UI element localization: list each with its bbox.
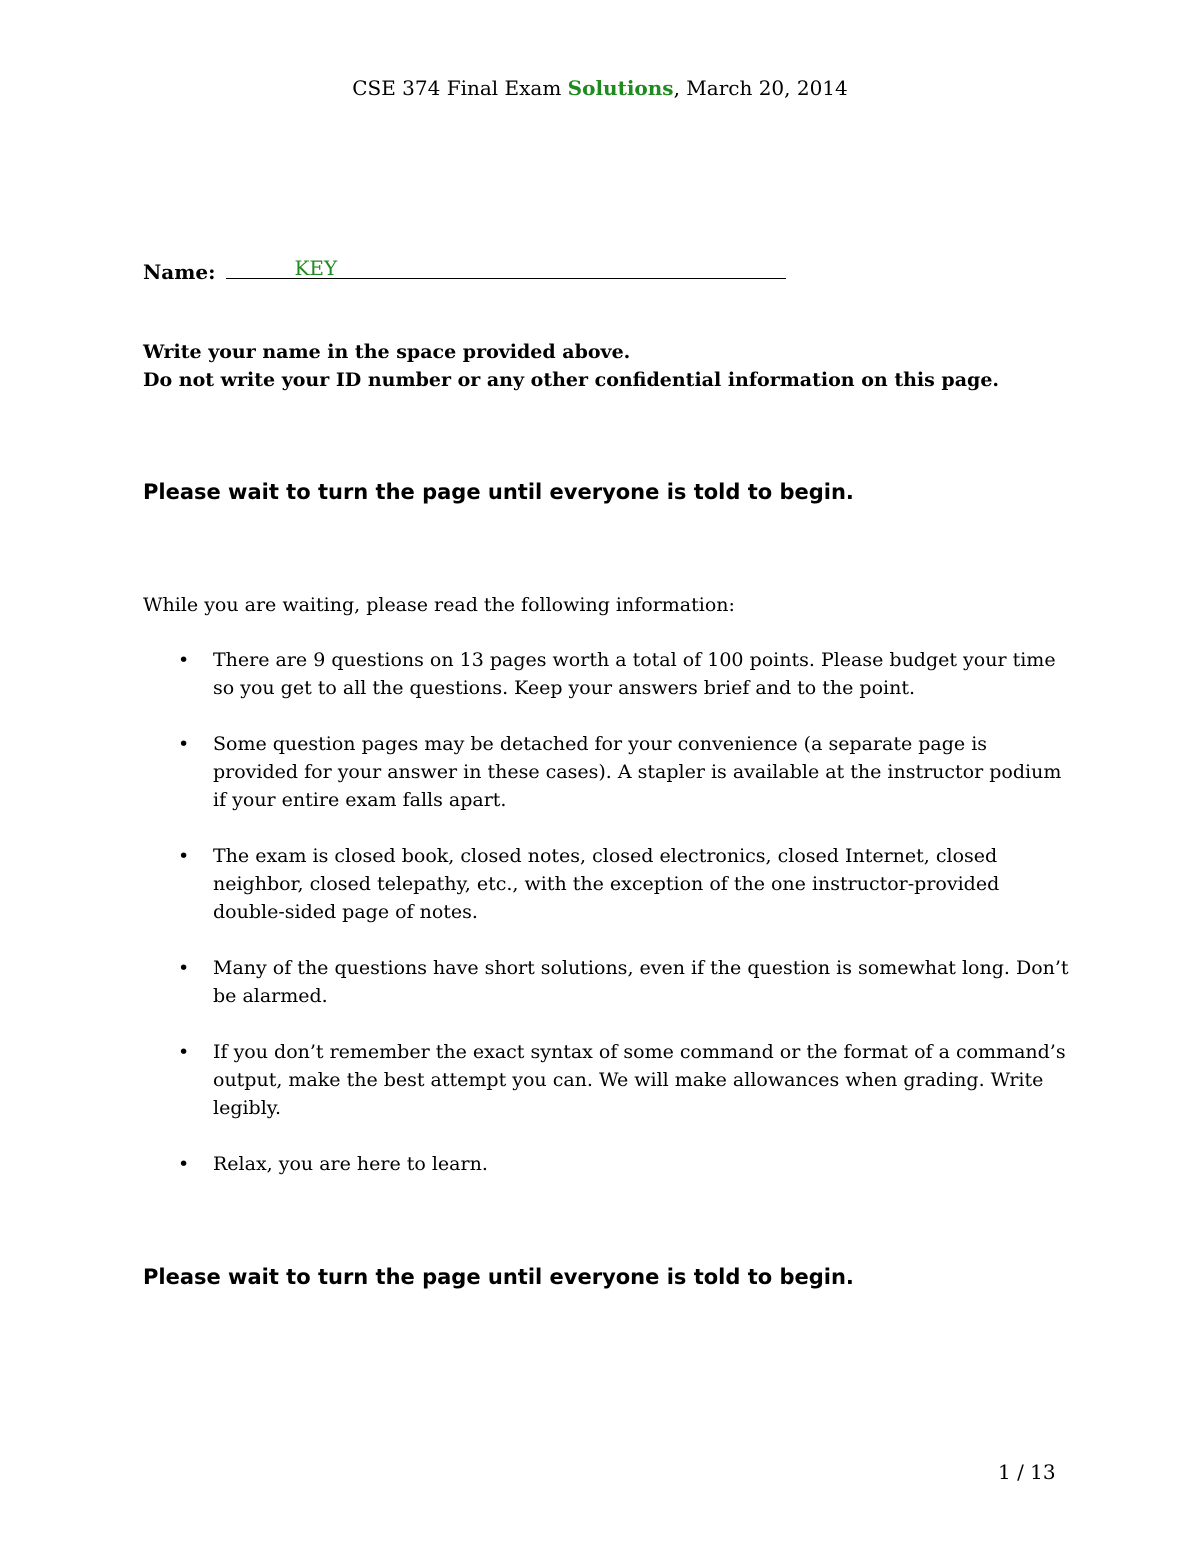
list-item [175, 646, 1075, 702]
list-item-text: Many of the questions have short solutions, even if the question is somewhat long. Don’t be alarmed. [213, 957, 1069, 1007]
name-instructions [143, 338, 999, 394]
list-item [175, 842, 1075, 926]
name-field [143, 254, 786, 286]
header-solutions-label: Solutions [567, 76, 674, 100]
name-answer-value: KEY [294, 256, 338, 280]
list-item [175, 1038, 1075, 1122]
instruction-line-2: Do not write your ID number or any other confidential information on this page. [143, 369, 1000, 391]
wait-notice-top: Please wait to turn the page until everyone is told to begin. [143, 480, 854, 504]
bullet-icon: • [178, 1153, 190, 1175]
header-title-prefix: CSE 374 Final Exam [352, 76, 568, 100]
bullet-icon: • [178, 1041, 190, 1063]
list-item [175, 1150, 1075, 1178]
list-item [175, 954, 1075, 1010]
bullet-icon: • [178, 733, 190, 755]
list-item [175, 730, 1075, 814]
header-title-suffix: , March 20, 2014 [673, 76, 848, 100]
list-item-text: Relax, you are here to learn. [213, 1153, 488, 1175]
instruction-line-1: Write your name in the space provided above. [143, 341, 631, 363]
list-item-text: The exam is closed book, closed notes, closed electronics, closed Internet, closed neighbor, closed telepathy, etc., with the exception of the one instructor-provided double-sided page of notes. [213, 845, 1000, 923]
name-label: Name: [143, 260, 216, 284]
list-item-text: There are 9 questions on 13 pages worth a total of 100 points. Please budget your time so you get to all the questions. Keep your answers brief and to the point. [213, 649, 1056, 699]
page-number: 1 / 13 [998, 1460, 1056, 1484]
intro-text: While you are waiting, please read the following information: [143, 594, 735, 616]
name-answer-line [226, 254, 786, 279]
bullet-icon: • [178, 845, 190, 867]
bullet-icon: • [178, 957, 190, 979]
information-list [175, 646, 1075, 1206]
list-item-text: If you don’t remember the exact syntax of some command or the format of a command’s output, make the best attempt you can. We will make allowances when grading. Write legibly. [213, 1041, 1066, 1119]
list-item-text: Some question pages may be detached for your convenience (a separate page is provided for your answer in these cases). A stapler is available at the instructor podium if your entire exam falls apart. [213, 733, 1062, 811]
page-header [0, 74, 1200, 102]
bullet-icon: • [178, 649, 190, 671]
wait-notice-bottom: Please wait to turn the page until everyone is told to begin. [143, 1265, 854, 1289]
